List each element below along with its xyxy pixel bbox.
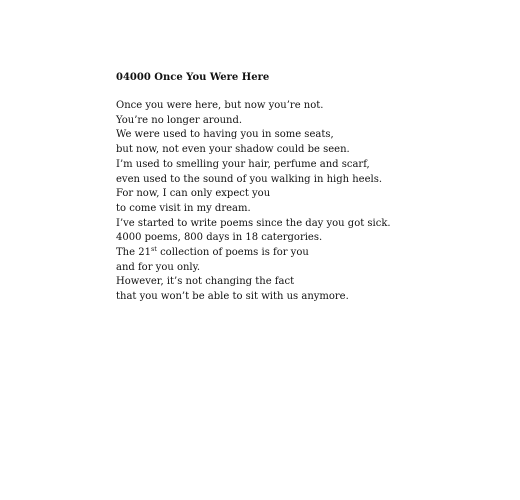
poem-line: and for you only. xyxy=(116,261,201,273)
poem-line: Once you were here, but now you’re not. xyxy=(116,100,324,111)
poem xyxy=(116,71,496,305)
poem-line-text-after: collection of poems is for you xyxy=(156,247,309,259)
poem-line: However, it’s not changing the fact xyxy=(116,276,295,288)
poem-line: For now, I can only expect you xyxy=(116,188,271,200)
poem-line: that you won’t be able to sit with us anymore. xyxy=(116,291,349,303)
poem-line-text-before: The 21 xyxy=(116,247,151,259)
poem-line: 4000 poems, 800 days in 18 catergories. xyxy=(116,232,323,244)
poem-line: to come visit in my dream. xyxy=(116,202,251,214)
poem-body xyxy=(116,99,496,305)
poem-title: 04000 Once You Were Here xyxy=(116,72,270,83)
poem-line: We were used to having you in some seats, xyxy=(116,129,334,141)
poem-line: I’ve started to write poems since the day you got sick. xyxy=(116,217,391,229)
ordinal-superscript: st xyxy=(150,245,157,254)
poem-line xyxy=(116,246,496,261)
poem-line: I’m used to smelling your hair, perfume and scarf, xyxy=(116,158,370,170)
poem-line: You’re no longer around. xyxy=(116,114,243,126)
poem-line: even used to the sound of you walking in high heels. xyxy=(116,173,383,185)
poem-line: but now, not even your shadow could be seen. xyxy=(116,144,350,156)
